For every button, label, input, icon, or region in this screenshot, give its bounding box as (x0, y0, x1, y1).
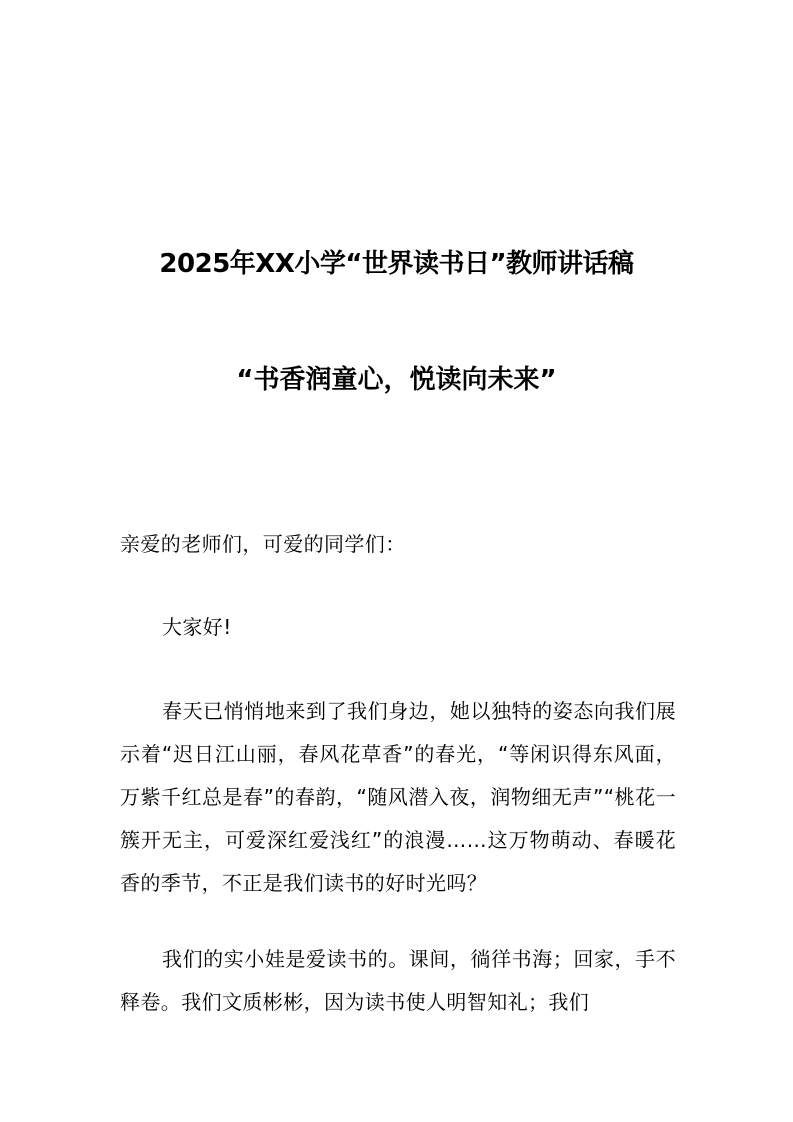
paragraph-text: 我们的实小娃是爱读书的。课间，徜徉书海；回家，手不释卷。我们文质彬彬，因为读书使人明智知礼；我们 (120, 947, 676, 1014)
greeting-text: 大家好! (162, 615, 232, 639)
document-title: 2025年XX小学“世界读书日”教师讲话稿 (159, 249, 634, 279)
salutation (120, 523, 676, 566)
paragraph-2 (120, 938, 676, 1024)
paragraph-text: 春天已悄悄地来到了我们身边，她以独特的姿态向我们展示着“迟日江山丽，春风花草香”的春光，“等闲识得东风面，万紫千红总是春”的春韵，“随风潜入夜，润物细无声”“桃花一簇开无主，可爱深红爱浅红”的浪漫……这万物萌动、春暖花香的季节，不正是我们读书的好时光吗？ (120, 699, 676, 895)
document-subtitle: “书香润童心，悦读向未来” (236, 365, 557, 395)
salutation-text: 亲爱的老师们，可爱的同学们： (120, 532, 406, 556)
greeting (120, 606, 676, 649)
paragraph-1 (120, 690, 676, 905)
